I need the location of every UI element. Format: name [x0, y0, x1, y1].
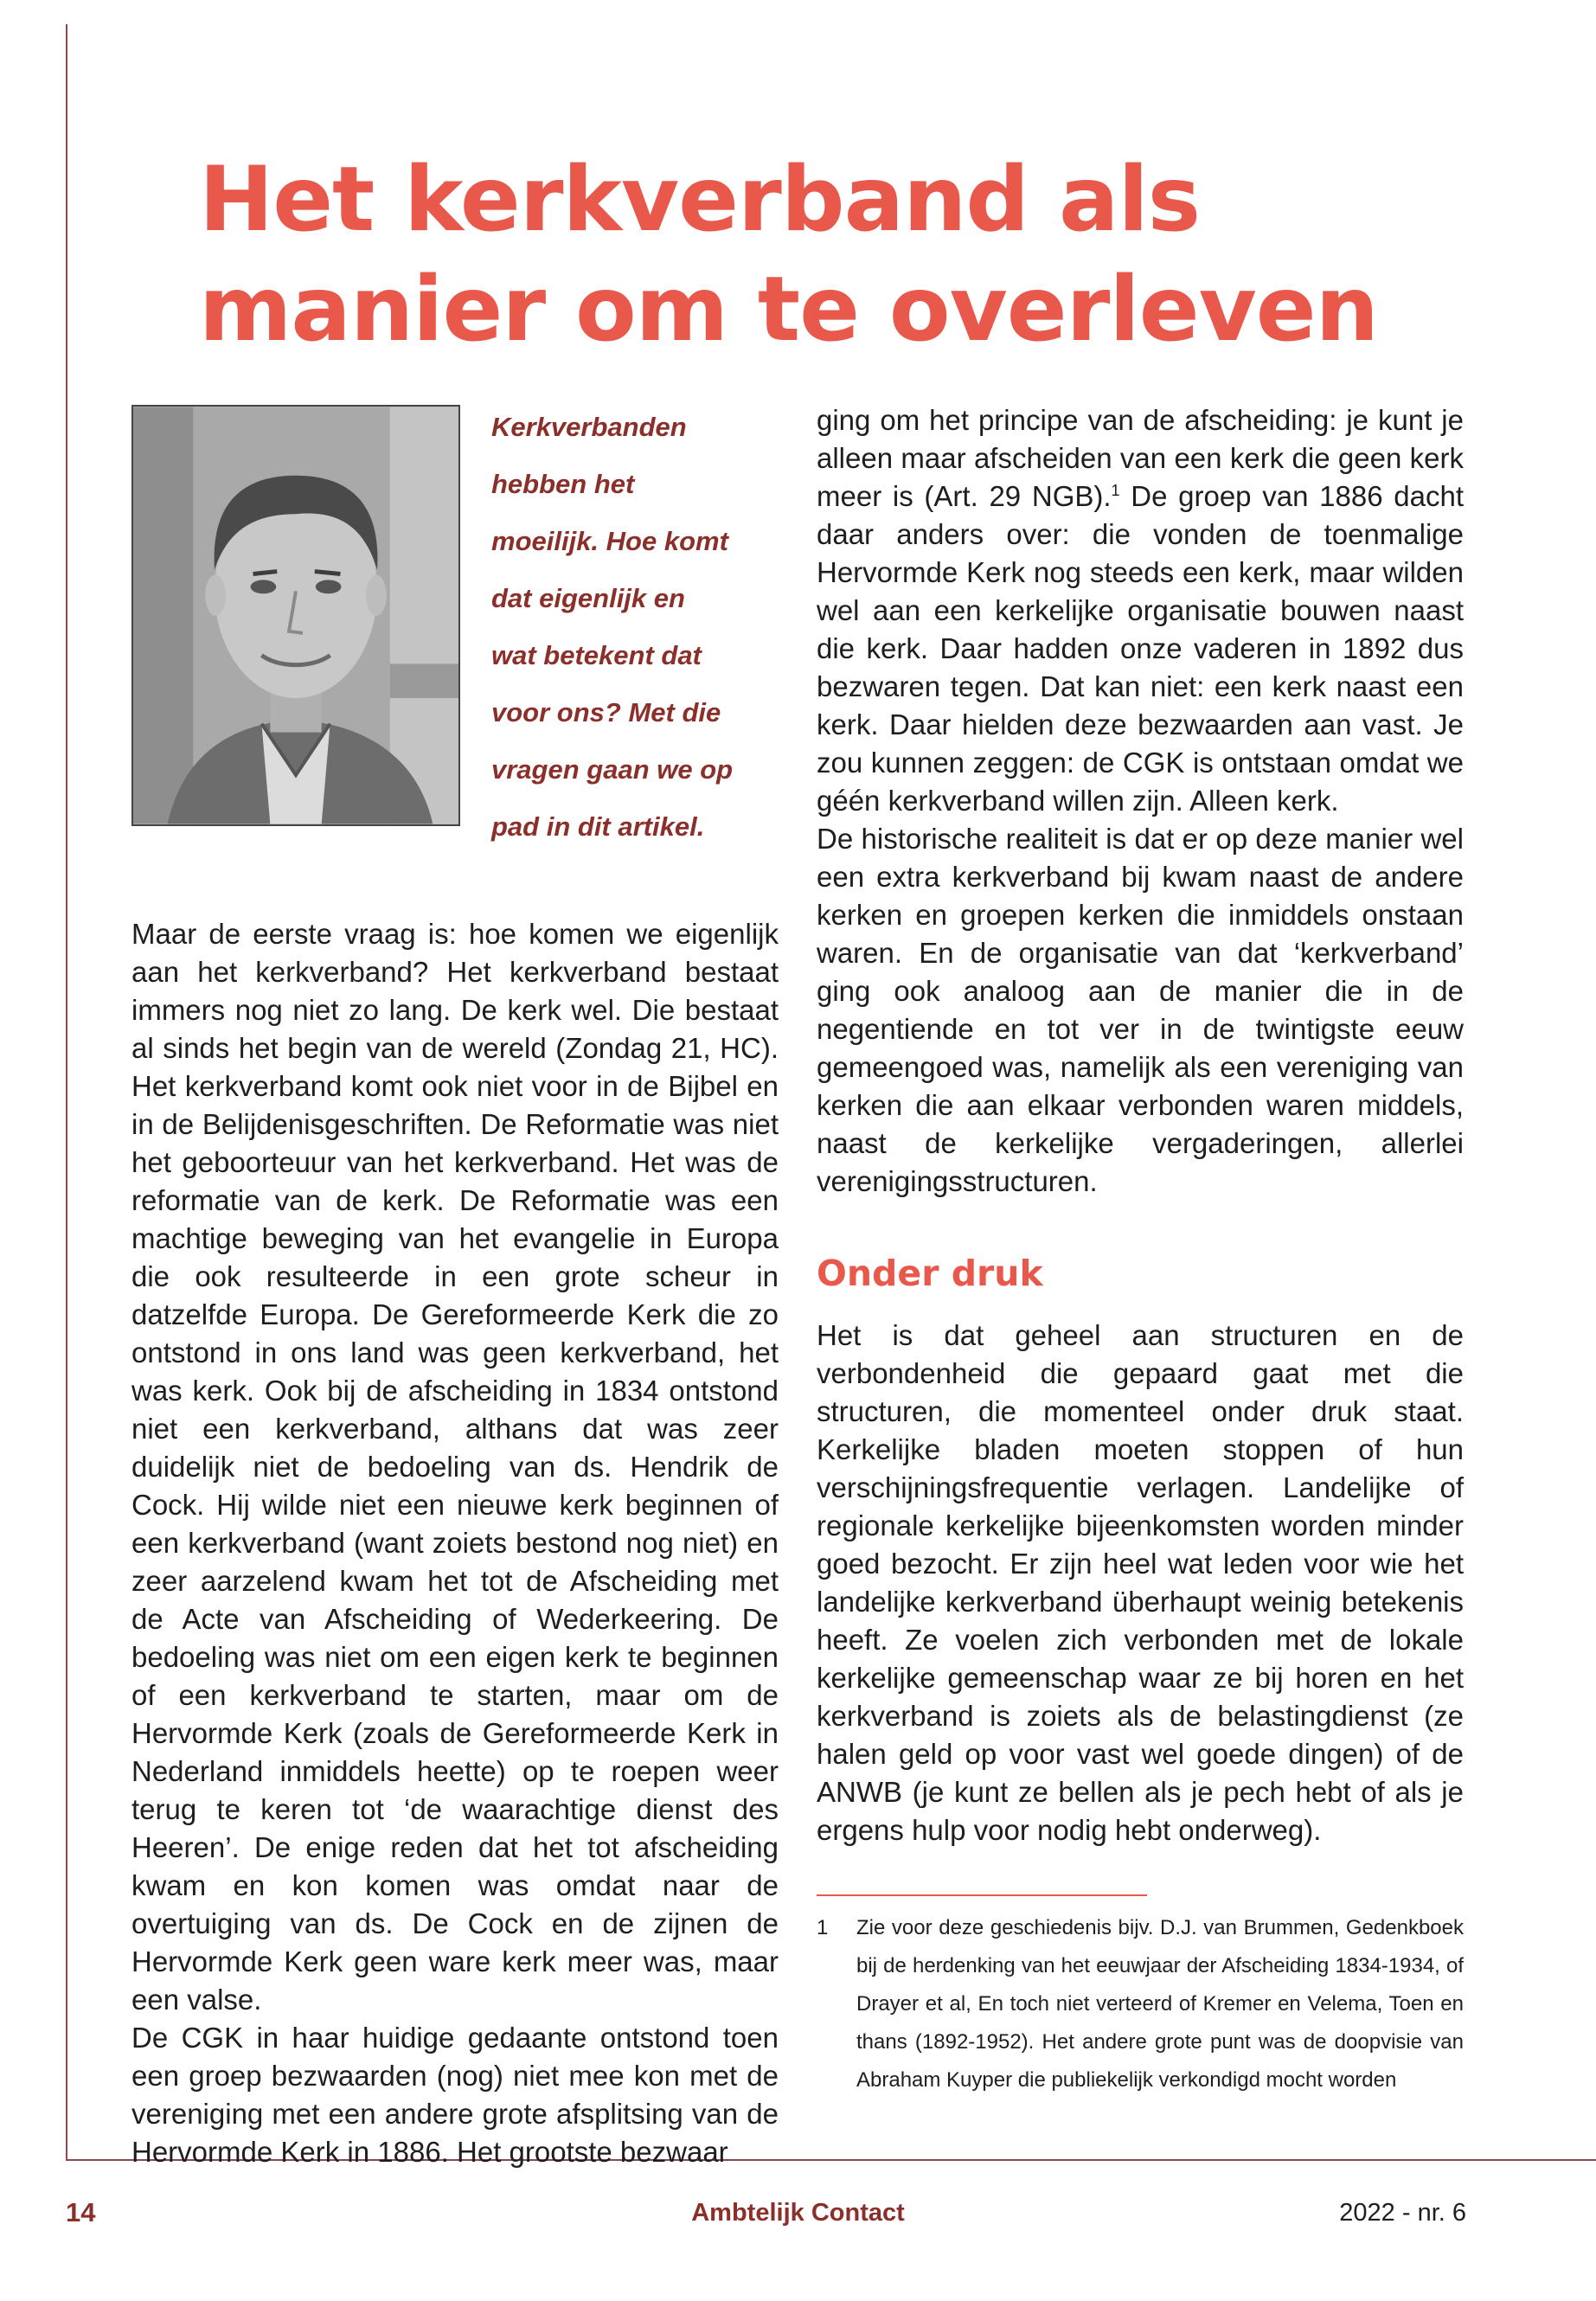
intro-line: pad in dit artikel.: [491, 811, 705, 842]
intro-line: voor ons? Met die: [491, 697, 721, 727]
title-line-2: manier om te overleven: [199, 258, 1378, 362]
intro-line: wat betekent dat: [491, 640, 702, 670]
title-line-1: Het kerkverband als: [199, 148, 1201, 252]
right-column-top: [817, 401, 1464, 1201]
intro-line: Kerkverbanden: [491, 412, 687, 442]
paragraph-text: ging om het principe van de afscheiding: je kunt je alleen maar afscheiden van een kerk die geen kerk meer is (Art. 29 NGB).: [817, 404, 1464, 512]
portrait-image: [133, 407, 458, 824]
footnote: [817, 1909, 1464, 2099]
footnote-reference[interactable]: 1: [1111, 482, 1120, 499]
footnote-number: 1: [817, 1916, 829, 1939]
left-column: [131, 915, 779, 2171]
intro-line: moeilijk. Hoe komt: [491, 526, 728, 556]
body-paragraph: [817, 401, 1464, 820]
intro-line: hebben het: [491, 469, 635, 499]
body-paragraph: Het is dat geheel aan structuren en de verbondenheid die gepaard gaat met die structuren, die momenteel onder druk staat. Kerkelijke bladen moeten stoppen of hun verschijningsfrequentie verlagen. Landelijke of regionale kerkelijke bijeenkomsten worden minder goed bezocht. Er zijn heel wat leden voor wie het landelijke kerkverband überhaupt weinig betekenis heeft. Ze voelen zich verbonden met de lokale kerkelijke gemeenschap waar ze bij horen en het kerkverband is zoiets als de belastingdienst (ze halen geld op voor vast wel goede dingen) of de ANWB (je kunt ze bellen als je pech hebt of als je ergens hulp voor nodig hebt onderweg).: [817, 1319, 1464, 1846]
section-heading: Onder druk: [817, 1253, 1043, 1294]
paragraph-text: De groep van 1886 dacht daar anders over: die vonden de toenmalige Hervormde Kerk nog steeds een kerk, maar wilden wel aan een kerkelijke organisatie bouwen naast die kerk. Daar hadden onze vaderen in 1892 dus bezwaren tegen. Dat kan niet: een kerk naast een kerk. Daar hielden deze bezwaarden aan vast. Je zou kunnen zeggen: de CGK is ontstaan omdat we géén kerkverband willen zijn. Alleen kerk.: [817, 480, 1464, 817]
intro-line: dat eigenlijk en: [491, 583, 685, 613]
body-paragraph: De historische realiteit is dat er op deze manier wel een extra kerkverband bij kwam naast de andere kerken en groepen kerken die inmiddels onstaan waren. En de organisatie van dat ‘kerkverband’ ging ook analoog aan de manier die in de negentiende en tot ver in de twintigste eeuw gemeengoed was, namelijk als een vereniging van kerken die aan elkaar verbonden waren middels, naast de kerkelijke vergaderingen, allerlei verenigingsstructuren.: [817, 823, 1464, 1197]
body-paragraph: De CGK in haar huidige gedaante ontstond toen een groep bezwaarden (nog) niet mee kon met de vereniging met een andere grote afsplitsing van de Hervormde Kerk in 1886. Het grootste bezwaar: [131, 2022, 779, 2168]
magazine-name: Ambtelijk Contact: [691, 2199, 905, 2227]
footnote-text: Zie voor deze geschiedenis bijv. D.J. van Brummen, Gedenkboek bij de herdenking van het eeuwjaar der Afscheiding 1834-1934, of Drayer et al, En toch niet verteerd of Kremer en Velema, Toen en thans (1892-1952). Het andere grote punt was de doopvisie van Abraham Kuyper die publiekelijk verkondigd mocht worden: [856, 1916, 1464, 2092]
article-intro: [491, 399, 777, 856]
intro-line: vragen gaan we op: [491, 754, 734, 785]
article-title: [199, 145, 1410, 365]
body-paragraph: Maar de eerste vraag is: hoe komen we eigenlijk aan het kerkverband? Het kerkverband bestaat immers nog niet zo lang. De kerk wel. Die bestaat al sinds het begin van de wereld (Zondag 21, HC). Het kerkverband komt ook niet voor in de Bijbel en in de Belijdenisgeschriften. De Reformatie was niet het geboorteuur van het kerkverband. Het was de reformatie van de kerk. De Reformatie was een machtige beweging van het evangelie in Europa die ook resulteerde in een grote scheur in datzelfde Europa. De Gereformeerde Kerk die zo ontstond in ons land was geen kerkverband, het was kerk. Ook bij de afscheiding in 1834 ontstond niet een kerkverband, althans dat was zeer duidelijk niet de bedoeling van ds. Hendrik de Cock. Hij wilde niet een nieuwe kerk beginnen of een kerkverband (want zoiets bestond nog niet) en zeer aarzelend kwam het tot de Afscheiding met de Acte van Afscheiding of Wederkeering. De bedoeling was niet om een eigen kerk te beginnen of een kerkverband te starten, maar om de Hervormde Kerk (zoals de Gereformeerde Kerk in Nederland inmiddels heette) op te roepen weer terug te keren tot ‘de waarachtige dienst des Heeren’. De enige reden dat het tot afscheiding kwam en kon komen was omdat naar de overtuiging van ds. De Cock en de zijnen de Hervormde Kerk geen ware kerk meer was, maar een valse.: [131, 918, 779, 2016]
right-column-bottom: [817, 1317, 1464, 1849]
page-number: 14: [66, 2197, 96, 2227]
author-photo: [131, 405, 460, 826]
page-frame-vertical-rule: [66, 24, 67, 2161]
footnote-divider: [817, 1894, 1147, 1896]
issue-number: 2022 - nr. 6: [1339, 2199, 1466, 2227]
